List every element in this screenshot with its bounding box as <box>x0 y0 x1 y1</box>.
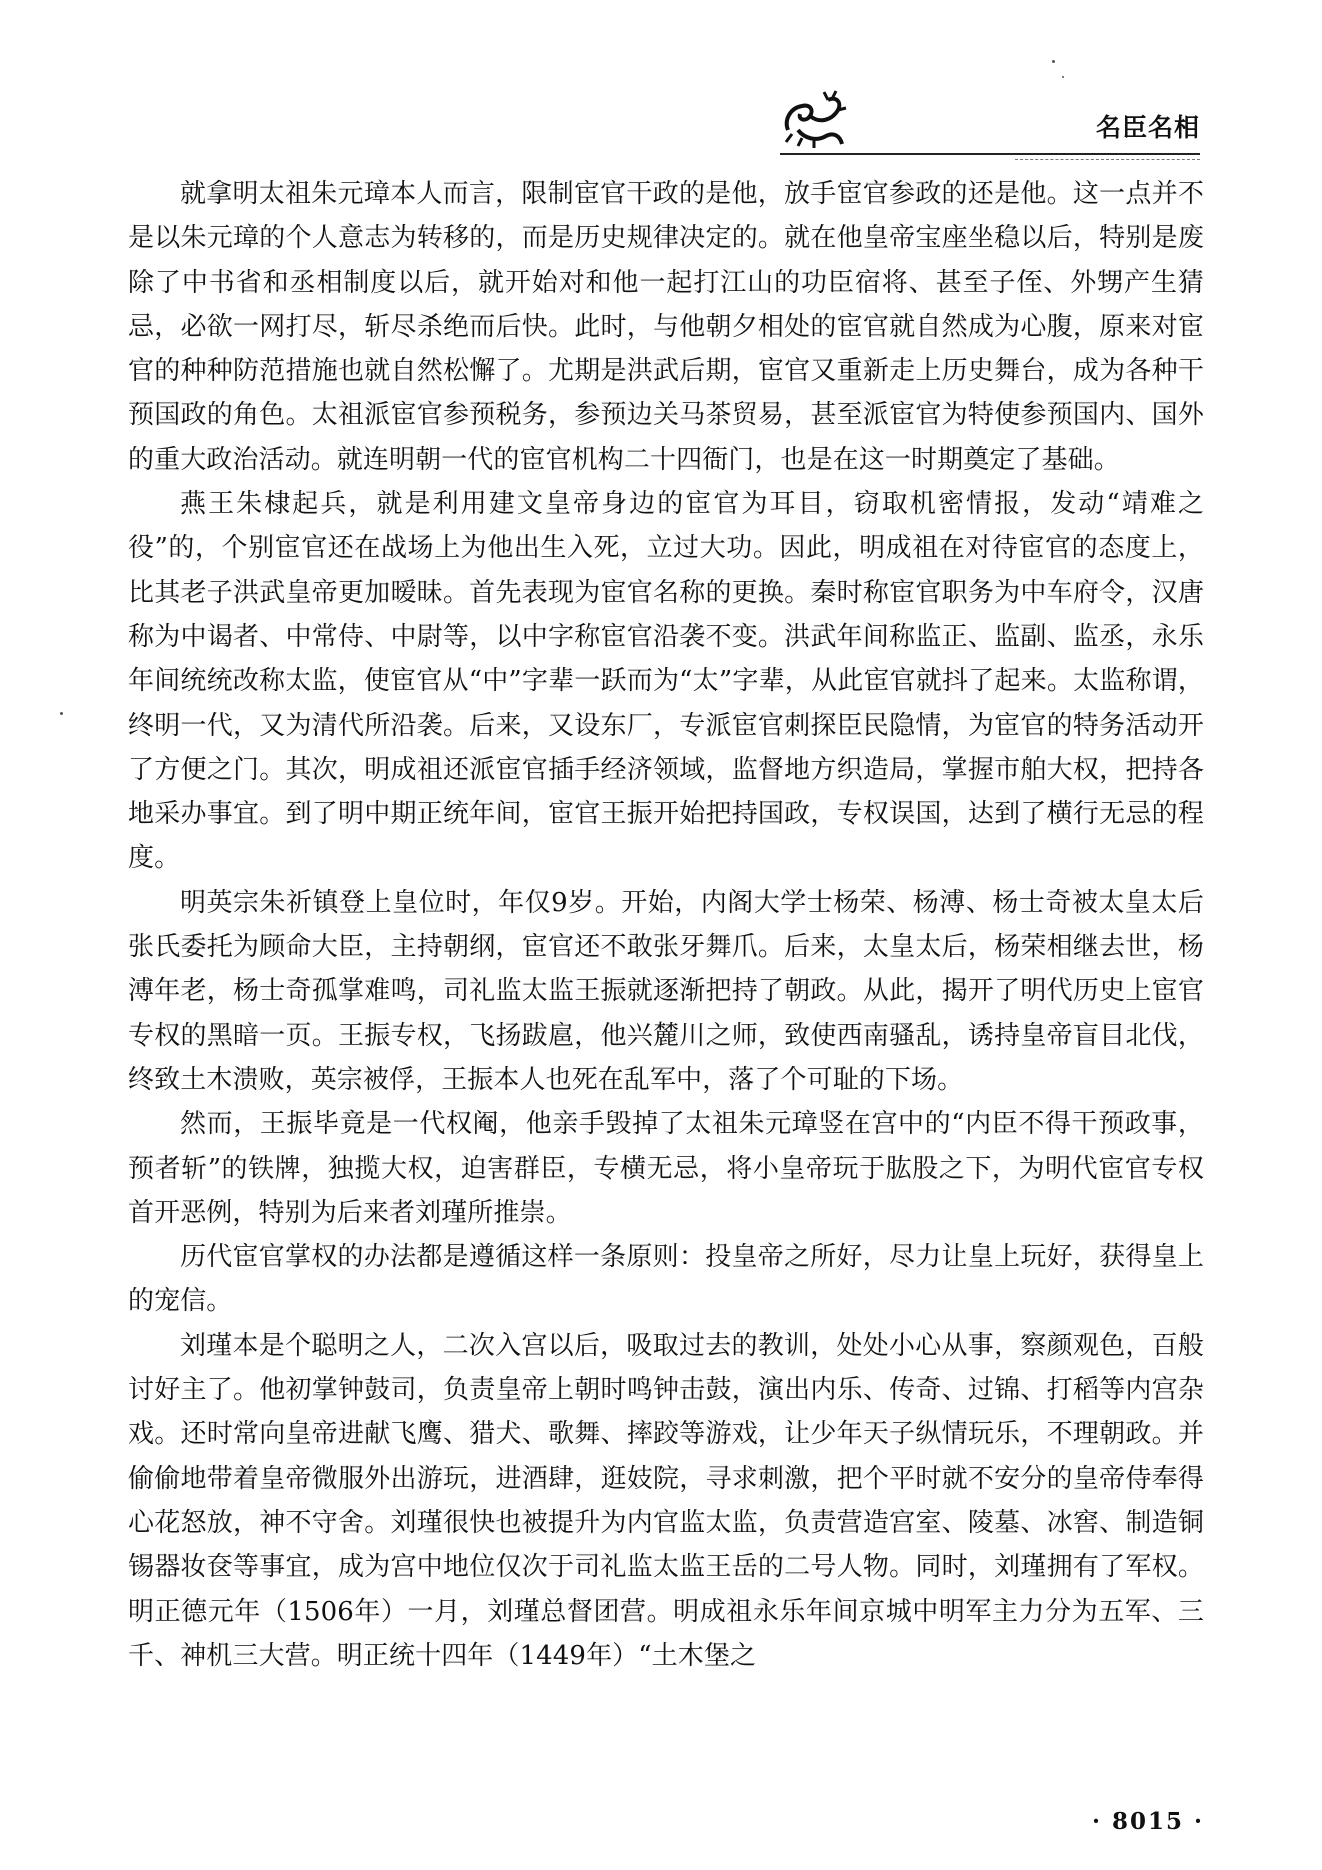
paragraph: 然而，王振毕竟是一代权阉，他亲手毁掉了太祖朱元璋竖在宫中的“内臣不得干预政事，预者斩”的铁牌，独揽大权，迫害群臣，专横无忌，将小皇帝玩于肱股之下，为明代宦官专权首开恶例，特别为后来者刘瑾所推崇。 <box>128 1109 1204 1228</box>
header-rule-secondary <box>1015 159 1200 160</box>
body-text <box>128 172 1204 1678</box>
paragraph: 历代宦官掌权的办法都是遵循这样一条原则：投皇帝之所好，尽力让皇上玩好，获得皇上的宠信。 <box>128 1242 1204 1317</box>
scan-speck <box>60 712 63 715</box>
paragraph: 就拿明太祖朱元璋本人而言，限制宦官干政的是他，放手宦官参政的还是他。这一点并不是以朱元璋的个人意志为转移的，而是历史规律决定的。就在他皇帝宝座坐稳以后，特别是废除了中书省和丞相制度以后，就开始对和他一起打江山的功臣宿将、甚至子侄、外甥产生猜忌，必欲一网打尽，斩尽杀绝而后快。此时，与他朝夕相处的宦官就自然成为心腹，原来对宦官的种种防范措施也就自然松懈了。尤期是洪武后期，宦官又重新走上历史舞台，成为各种干预国政的角色。太祖派宦官参预税务，参预边关马茶贸易，甚至派宦官为特使参预国内、国外的重大政治活动。就连明朝一代的宦官机构二十四衙门，也是在这一时期奠定了基础。 <box>128 179 1204 475</box>
paragraph: 刘瑾本是个聪明之人，二次入宫以后，吸取过去的教训，处处小心从事，察颜观色，百般讨好主了。他初掌钟鼓司，负责皇帝上朝时鸣钟击鼓，演出内乐、传奇、过锦、打稻等内宫杂戏。还时常向皇帝进献飞鹰、猎犬、歌舞、摔跤等游戏，让少年天子纵情玩乐，不理朝政。并偷偷地带着皇帝微服外出游玩，进酒肆，逛妓院，寻求刺激，把个平时就不安分的皇帝侍奉得心花怒放，神不守舍。刘瑾很快也被提升为内官监太监，负责营造宫室、陵墓、冰窖、制造铜锡器妆奁等事宜，成为宫中地位仅次于司礼监太监王岳的二号人物。同时，刘瑾拥有了军权。明正德元年（1506年）一月，刘瑾总督团营。明成祖永乐年间京城中明军主力分为五军、三千、神机三大营。明正统十四年（1449年）“土木堡之 <box>128 1330 1204 1671</box>
header-rule <box>780 153 1200 155</box>
page-header <box>780 90 1200 160</box>
scan-speck <box>1052 60 1055 63</box>
paragraph: 燕王朱棣起兵，就是利用建文皇帝身边的宦官为耳目，窃取机密情报，发动“靖难之役”的，个别宦官还在战场上为他出生入死，立过大功。因此，明成祖在对待宦官的态度上，比其老子洪武皇帝更加暧昧。首先表现为宦官名称的更换。秦时称宦官职务为中车府令，汉唐称为中谒者、中常侍、中尉等，以中字称宦官沿袭不变。洪武年间称监正、监副、监丞，永乐年间统统改称太监，使宦官从“中”字辈一跃而为“太”字辈，从此宦官就抖了起来。太监称谓，终明一代，又为清代所沿袭。后来，又设东厂，专派宦官刺探臣民隐情，为宦官的特务活动开了方便之门。其次，明成祖还派宦官插手经济领域，监督地方织造局，掌握市舶大权，把持各地采办事宜。到了明中期正统年间，宦官王振开始把持国政，专权误国，达到了横行无忌的程度。 <box>128 489 1204 874</box>
dragon-emblem-icon <box>780 90 850 150</box>
paragraph: 明英宗朱祈镇登上皇位时，年仅9岁。开始，内阁大学士杨荣、杨溥、杨士奇被太皇太后张氏委托为顾命大臣，主持朝纲，宦官还不敢张牙舞爪。后来，太皇太后，杨荣相继去世，杨溥年老，杨士奇孤掌难鸣，司礼监太监王振就逐渐把持了朝政。从此，揭开了明代历史上宦官专权的黑暗一页。王振专权，飞扬跋扈，他兴麓川之师，致使西南骚乱，诱持皇帝盲目北伐，终致土木溃败，英宗被俘，王振本人也死在乱军中，落了个可耻的下场。 <box>128 887 1204 1095</box>
section-title: 名臣名相 <box>1095 113 1200 142</box>
page-number: · 8015 · <box>1091 1808 1204 1835</box>
scan-speck <box>1062 76 1064 78</box>
